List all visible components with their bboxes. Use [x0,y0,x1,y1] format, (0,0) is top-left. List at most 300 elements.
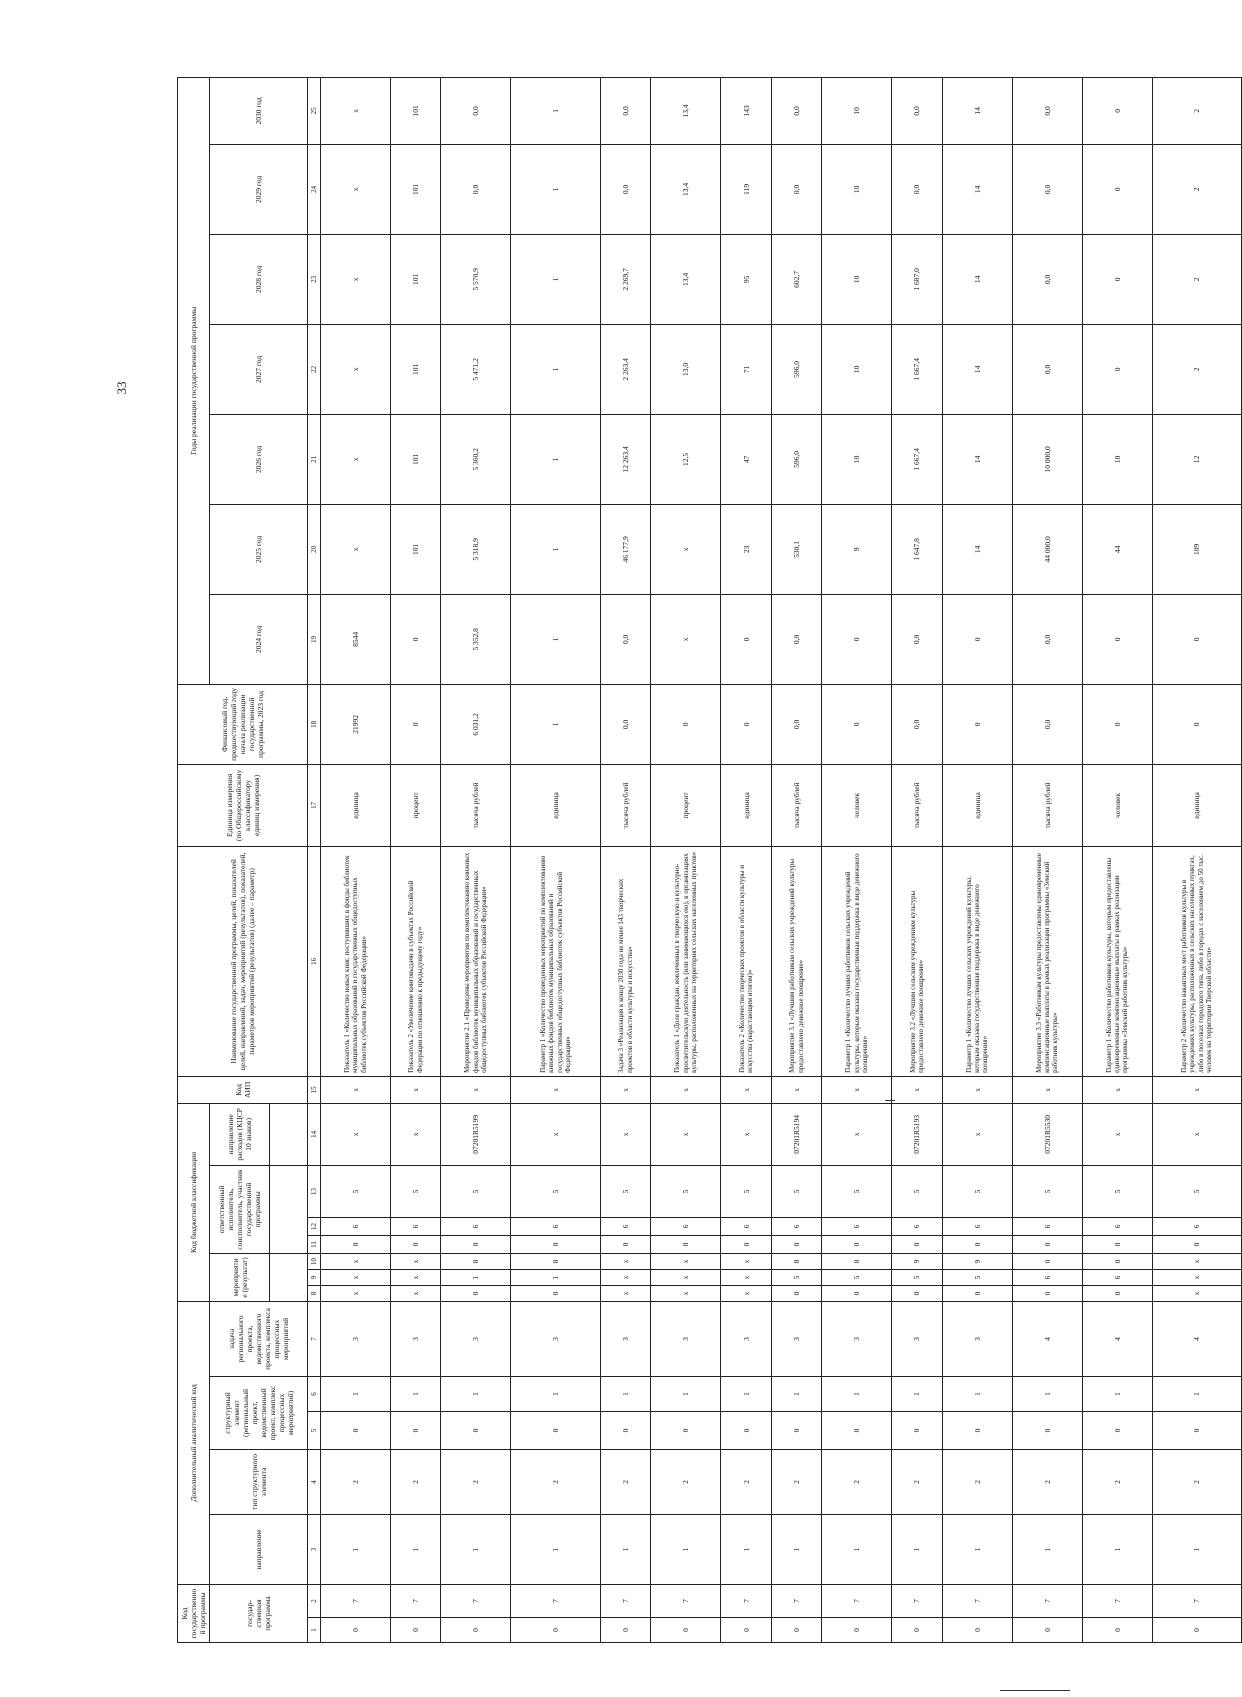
code-cell: x [321,1285,391,1301]
code-cell: 3 [822,1301,892,1376]
code-cell: 5 [771,1165,822,1217]
year-value-cell: 0 [942,594,1012,684]
code-cell: x [1082,1103,1152,1165]
code-cell: 5 [822,1165,892,1217]
code-cell: x [321,1269,391,1285]
column-number-cell: 12 [308,1217,321,1235]
header-executor: ответственный исполнитель, соисполнитель, участник государственной программы [210,1165,270,1253]
year-value-cell: 0,0 [1012,234,1082,324]
code-cell: 07201R5194 [771,1103,822,1165]
year-value-cell: 14 [942,414,1012,504]
header-measure-blank [270,1253,308,1301]
code-cell: 5 [1152,1165,1241,1217]
year-value-cell: 1 [511,594,600,684]
code-cell: 1 [600,1376,651,1411]
code-cell: 1 [721,1376,772,1411]
year-value-cell: 10 [822,414,892,504]
code-cell: x [1082,1076,1152,1103]
code-cell: x [942,1076,1012,1103]
code-cell: 6 [1082,1269,1152,1285]
year-value-cell: 0,0 [600,594,651,684]
code-cell: 2 [892,1449,943,1514]
code-cell: 3 [942,1301,1012,1376]
table-row [441,77,511,1642]
year-value-cell: 0,0 [441,144,511,234]
code-cell: 1 [1152,1376,1241,1411]
column-number-cell: 21 [308,414,321,504]
table-row [651,77,721,1642]
code-cell: 7 [600,1584,651,1617]
code-cell: x [321,1103,391,1165]
code-cell: x [390,1253,441,1269]
code-cell: 6 [1012,1269,1082,1285]
column-number-cell: 8 [308,1285,321,1301]
header-aip-code: Код АИП [178,1076,308,1103]
base-year-cell: 0 [1082,684,1152,764]
year-value-cell: x [321,504,391,594]
header-measure: мероприятие (результат) [210,1253,270,1301]
base-year-cell: 0,0 [892,684,943,764]
code-cell: 7 [1152,1584,1241,1617]
base-year-cell: 6 031,2 [441,684,511,764]
code-cell: 3 [600,1301,651,1376]
code-cell: 2 [390,1449,441,1514]
code-cell: 6 [651,1217,721,1235]
code-cell: 2 [942,1449,1012,1514]
unit-cell: единица [1152,764,1241,846]
year-value-cell: 9 [822,504,892,594]
year-value-cell: 13,4 [651,234,721,324]
code-cell: 8 [441,1253,511,1269]
year-value-cell: 0,0 [1012,324,1082,414]
base-year-cell: 0 [721,684,772,764]
scan-mark [885,1100,895,1101]
code-cell: 6 [1012,1217,1082,1235]
unit-cell: единица [321,764,391,846]
code-cell: x [1152,1103,1241,1165]
scan-mark [1000,1690,1070,1691]
column-number-cell: 7 [308,1301,321,1376]
year-value-cell: 10 [822,77,892,144]
table-row [600,77,651,1642]
code-cell: 4 [1152,1301,1241,1376]
code-cell: x [822,1076,892,1103]
code-cell: 1 [892,1376,943,1411]
column-number-cell: 17 [308,764,321,846]
code-cell: 0 [1152,1618,1241,1643]
code-cell: 7 [321,1584,391,1617]
code-cell: 0 [1012,1411,1082,1449]
name-cell: Мероприятие 3.2 «Лучшим сельским учреждениям культуры предоставлено денежное поощрение» [892,846,943,1076]
table-head [178,77,321,1642]
header-additional-code: Дополнительный аналитический код [178,1301,210,1584]
code-cell: 1 [511,1514,600,1584]
code-cell: 2 [1012,1449,1082,1514]
column-number-cell: 14 [308,1103,321,1165]
column-number-cell: 5 [308,1411,321,1449]
code-cell: 5 [942,1269,1012,1285]
code-cell: 1 [1012,1514,1082,1584]
code-cell: x [651,1269,721,1285]
header-kcsr: направление расходов (КЦСР 10 знаков) [210,1103,270,1165]
code-cell: x [1152,1076,1241,1103]
code-cell: 0 [942,1411,1012,1449]
code-cell: 0 [1082,1285,1152,1301]
code-cell: 7 [892,1584,943,1617]
year-value-cell: 1 [511,504,600,594]
code-cell: x [600,1269,651,1285]
code-cell: 0 [771,1411,822,1449]
code-cell: x [721,1076,772,1103]
unit-cell: тысяча рублей [600,764,651,846]
code-cell: 0 [892,1411,943,1449]
year-value-cell: 10 000,0 [1012,414,1082,504]
code-cell: x [1012,1076,1082,1103]
year-value-cell: 10 [822,144,892,234]
code-cell: x [651,1076,721,1103]
column-number-cell: 19 [308,594,321,684]
code-cell: x [822,1103,892,1165]
code-cell: 2 [721,1449,772,1514]
year-value-cell: 101 [390,414,441,504]
year-value-cell: 0,0 [600,77,651,144]
table-row [892,77,943,1642]
year-value-cell: 0,0 [892,77,943,144]
program-table [177,77,1242,1643]
year-value-cell: 1 667,4 [892,324,943,414]
code-cell: 1 [1152,1514,1241,1584]
code-cell: 6 [390,1217,441,1235]
code-cell: 4 [1012,1301,1082,1376]
code-cell: 7 [511,1584,600,1617]
code-cell: 0 [942,1235,1012,1253]
program-table-sheet [177,88,1242,1643]
column-number-cell: 9 [308,1269,321,1285]
code-cell: 6 [1082,1217,1152,1235]
header-task: задача регионального проекта, ведомственного проекта, комплекса процессных мероприятий [210,1301,308,1376]
year-value-cell: 2 269,7 [600,234,651,324]
code-cell: 07201R5530 [1012,1103,1082,1165]
table-row [721,77,772,1642]
column-number-cell: 18 [308,684,321,764]
code-cell: x [390,1076,441,1103]
column-number-cell: 23 [308,234,321,324]
code-cell: 6 [321,1217,391,1235]
header-years-title: Годы реализации государственной программы [178,77,210,684]
code-cell: 1 [822,1514,892,1584]
code-cell: 1 [651,1376,721,1411]
table-row [822,77,892,1642]
code-cell: 6 [721,1217,772,1235]
year-value-cell: 13,4 [651,144,721,234]
page-number: 33 [114,381,129,395]
code-cell: 5 [1082,1165,1152,1217]
unit-cell: человек [822,764,892,846]
unit-cell: единица [942,764,1012,846]
code-cell: 5 [390,1165,441,1217]
code-cell: x [1152,1253,1241,1269]
year-value-cell: 119 [721,144,772,234]
year-value-cell: x [321,234,391,324]
column-number-row [308,77,321,1642]
name-cell: Параметр 2 «Количество вакантных мест работников культуры в учреждениях культуры, расположенных в сельских населенных пунктах, либо в поселках городского типа, либо в городах с населением до 50 тыс. человек на территории Тверской области» [1152,846,1241,1076]
base-year-cell: 0 [942,684,1012,764]
code-cell: x [771,1076,822,1103]
year-value-cell: 5 318,9 [441,504,511,594]
code-cell: 0 [1012,1235,1082,1253]
unit-cell: единица [511,764,600,846]
name-cell: Показатель 2 «Количество творческих проектов в области культуры и искусства (нарастающим итогом)» [721,846,772,1076]
code-cell: 0 [511,1285,600,1301]
header-state-program: государ-ственная программа [210,1584,308,1642]
header-budget-code: Код бюджетной классификации [178,1103,210,1301]
base-year-cell: 0,0 [771,684,822,764]
code-cell: 1 [771,1376,822,1411]
code-cell: x [511,1076,600,1103]
base-year-cell: 0 [390,684,441,764]
header-unit: Единица измерения (по Общероссийскому классификатору единиц измерения) [178,764,308,846]
year-value-cell: 1 [511,324,600,414]
unit-cell: тысяча рублей [441,764,511,846]
column-number-cell: 11 [308,1235,321,1253]
code-cell: 3 [441,1301,511,1376]
code-cell: 0 [511,1618,600,1643]
code-cell: x [721,1103,772,1165]
code-cell: 5 [721,1165,772,1217]
column-number-cell: 13 [308,1165,321,1217]
year-value-cell: 10 [1082,414,1152,504]
table-row [771,77,822,1642]
year-value-cell: x [321,324,391,414]
year-value-cell: 109 [1152,504,1241,594]
year-value-cell: 0,0 [771,144,822,234]
code-cell: 9 [942,1253,1012,1269]
year-value-cell: 0,0 [771,77,822,144]
code-cell: 8 [822,1253,892,1269]
code-cell: 0 [721,1411,772,1449]
code-cell: x [321,1253,391,1269]
year-value-cell: 47 [721,414,772,504]
code-cell: 5 [892,1165,943,1217]
code-cell: 0 [1152,1411,1241,1449]
year-value-cell: 23 [721,504,772,594]
code-cell: 0 [321,1618,391,1643]
year-value-cell: 0 [822,594,892,684]
column-number-cell: 10 [308,1253,321,1269]
code-cell: 0 [892,1235,943,1253]
code-cell: x [511,1103,600,1165]
code-cell: x [721,1269,772,1285]
year-value-cell: 0 [1082,324,1152,414]
unit-cell: единица [721,764,772,846]
code-cell: 0 [390,1235,441,1253]
code-cell: 5 [441,1165,511,1217]
code-cell: 3 [771,1301,822,1376]
year-value-cell: 0 [1082,77,1152,144]
name-cell: Показатель 1 «Количество новых книг, поступивших в фонды библиотек муниципальных образований и государственных общедоступных библиотек субъектов Российской Федерации» [321,846,391,1076]
code-cell: 5 [511,1165,600,1217]
code-cell: 1 [321,1376,391,1411]
table-row [1082,77,1152,1642]
code-cell: 0 [321,1411,391,1449]
code-cell: 1 [942,1514,1012,1584]
code-cell: 5 [651,1165,721,1217]
code-cell: 2 [822,1449,892,1514]
year-value-cell: 0,0 [1012,144,1082,234]
code-cell: 6 [942,1217,1012,1235]
code-cell: 1 [511,1376,600,1411]
code-cell: 7 [1012,1584,1082,1617]
year-value-cell: 71 [721,324,772,414]
code-cell: 0 [390,1618,441,1643]
year-value-cell: 14 [942,324,1012,414]
year-value-cell: 1 [511,234,600,324]
year-value-cell: 14 [942,234,1012,324]
year-value-cell: x [651,594,721,684]
code-cell: 07201R5199 [441,1103,511,1165]
year-value-cell: 5 570,9 [441,234,511,324]
year-value-cell: 0,0 [1012,594,1082,684]
code-cell: 5 [892,1269,943,1285]
code-cell: x [600,1253,651,1269]
code-cell: x [942,1103,1012,1165]
header-direction: направление [210,1514,308,1584]
code-cell: 0 [600,1411,651,1449]
base-year-cell: 21992 [321,684,391,764]
code-cell: 1 [441,1376,511,1411]
code-cell: 0 [1082,1618,1152,1643]
code-cell: 0 [441,1411,511,1449]
header-year-2028: 2028 год [210,234,308,324]
year-value-cell: 101 [390,234,441,324]
year-value-cell: 101 [390,324,441,414]
name-cell: Мероприятие 3.3 «Работникам культуры предоставлены единовременные компенсационные выплаты в рамках реализации программы «Земский работник культуры» [1012,846,1082,1076]
code-cell: 0 [441,1285,511,1301]
code-cell: 0 [822,1411,892,1449]
name-cell: Мероприятие 2.1 «Проведены мероприятия по комплектованию книжных фондов библиотек муниципальных образований и государственных общедоступных библиотек субъектов Российской Федерации» [441,846,511,1076]
year-value-cell: 2 [1152,324,1241,414]
year-value-cell: 101 [390,504,441,594]
code-cell: 0 [942,1285,1012,1301]
column-number-cell: 2 [308,1584,321,1617]
name-cell: Мероприятие 3.1 «Лучшим работникам сельских учреждений культуры предоставлено денежное поощрение» [771,846,822,1076]
code-cell: 6 [511,1217,600,1235]
code-cell: 6 [822,1217,892,1235]
table-body [321,77,1242,1642]
header-year-2030: 2030 год [210,77,308,144]
code-cell: 2 [441,1449,511,1514]
base-year-cell: 0 [822,684,892,764]
code-cell: 1 [822,1376,892,1411]
code-cell: 2 [1152,1449,1241,1514]
year-value-cell: 0 [1082,234,1152,324]
code-cell: 3 [390,1301,441,1376]
year-value-cell: 2 [1152,77,1241,144]
year-value-cell: 44 [1082,504,1152,594]
year-value-cell: 5 471,2 [441,324,511,414]
code-cell: 0 [651,1411,721,1449]
code-cell: 0 [942,1618,1012,1643]
column-number-cell: 16 [308,846,321,1076]
code-cell: 0 [600,1235,651,1253]
code-cell: x [390,1285,441,1301]
table-row [1012,77,1082,1642]
code-cell: x [441,1076,511,1103]
column-number-cell: 3 [308,1514,321,1584]
code-cell: x [651,1253,721,1269]
header-year-2025: 2025 год [210,504,308,594]
year-value-cell: 101 [390,77,441,144]
table-row [390,77,441,1642]
year-value-cell: 0,0 [1012,77,1082,144]
code-cell: 0 [600,1618,651,1643]
code-cell: 2 [1082,1449,1152,1514]
header-executor-blank [270,1165,308,1253]
year-value-cell: 14 [942,504,1012,594]
code-cell: 1 [892,1514,943,1584]
code-cell: 2 [771,1449,822,1514]
code-cell: 0 [1152,1235,1241,1253]
code-cell: 1 [390,1376,441,1411]
code-cell: 0 [1082,1235,1152,1253]
header-year-2027: 2027 год [210,324,308,414]
year-value-cell: 8544 [321,594,391,684]
name-cell: Показатель 1 «Доля граждан, вовлеченных в творческую и культурно-просветительскую деятельность (или занимающихся ею), в организациях культуры, расположенных на территориях сельских населенных пунктов» [651,846,721,1076]
year-value-cell: x [321,414,391,504]
code-cell: 3 [321,1301,391,1376]
code-cell: 6 [771,1217,822,1235]
code-cell: x [892,1076,943,1103]
header-name: Наименование государственной программы, целей, показателей целей, направлений, задач, мероприятий (результатов), показателей, параметров мероприятий (результатов) (далее – параметр) [178,846,308,1076]
year-value-cell: 14 [942,77,1012,144]
code-cell: 1 [390,1514,441,1584]
code-cell: 0 [390,1411,441,1449]
code-cell: 3 [651,1301,721,1376]
code-cell: 0 [511,1235,600,1253]
code-cell: 6 [892,1217,943,1235]
code-cell: 0 [721,1618,772,1643]
column-number-cell: 22 [308,324,321,414]
year-value-cell: 5 352,8 [441,594,511,684]
name-cell: Показатель 2 «Увеличение книговыдачи в субъектах Российской Федерации по отношению к предыдущему году» [390,846,441,1076]
code-cell: 2 [321,1449,391,1514]
code-cell: 1 [651,1514,721,1584]
year-value-cell: 1 647,8 [892,504,943,594]
base-year-cell: 0,0 [1012,684,1082,764]
code-cell: x [390,1103,441,1165]
code-cell: 1 [511,1269,600,1285]
code-cell: 7 [771,1584,822,1617]
header-structural-element: структурный элемент (региональный проект, ведомственный проект, комплекс процессных мероприятий) [210,1376,308,1449]
code-cell: 0 [721,1235,772,1253]
code-cell: 3 [892,1301,943,1376]
unit-cell: процент [390,764,441,846]
code-cell: 1 [1082,1514,1152,1584]
year-value-cell: 101 [390,144,441,234]
year-value-cell: 12 263,4 [600,414,651,504]
name-cell: Параметр 1 «Количество проведенных мероприятий по комплектованию книжных фондов библиотек муниципальных образований и государственных общедоступных библиотек субъектов Российской Федерации» [511,846,600,1076]
code-cell: x [721,1253,772,1269]
code-cell: 8 [511,1253,600,1269]
year-value-cell: 2 263,4 [600,324,651,414]
year-value-cell: x [651,504,721,594]
year-value-cell: 1 [511,414,600,504]
code-cell: 2 [511,1449,600,1514]
table-row [321,77,391,1642]
code-cell: 1 [942,1376,1012,1411]
code-cell: 0 [771,1285,822,1301]
code-cell: 0 [822,1235,892,1253]
